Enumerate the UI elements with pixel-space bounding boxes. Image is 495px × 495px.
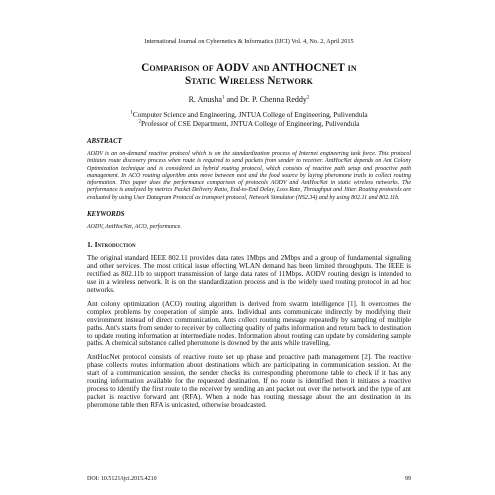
paragraph-3: AntHocNet protocol consists of reactive route set up phase and proactive path management [2]. The reactive phase collects routes information about destinations which are participating in communication session. At the start of a communication session, the sender checks its corresponding pheromone table to check if it has any routing information available for the requested destination. If no route is identified then it initiates a reactive process to identify the first route to the receiver by sending an ant packet out over the network and the type of ant packet is reactive forward ant (RFA). When a node has routing message about the ant destination in its pheromone table then RFA is unicasted, otherwise broadcasted. <box>87 353 411 409</box>
affiliation-2-text: Professor of CSE Department, JNTUA College of Engineering, Pulivendula <box>141 120 360 128</box>
page-number: 99 <box>405 476 411 482</box>
author-2: Dr. P. Chenna Reddy <box>240 95 307 104</box>
abstract-text: AODV is an on-demand reactive protocol which is on the standardization process of Internet engineering task force. This protocol initiates route discovery process when route is required to send packets from sender to receiver. AntHocNet depends on Ant Colony Optimization technique and is considered as hybrid routing protocol, which consists of reactive path setup and proactive path management. In ACO routing algorithm ants move between nest and the food source by laying pheromone trails to collect routing information. This paper does the performance comparison of protocols AODV and AntHocNet in static wireless networks. The performance is analyzed by metrics Packet Delivery Ratio, End-to-End Delay, Loss Rate, Throughput and Jitter. Routing protocols are evaluated by using User Datagram Protocol as transport protocol, Network Simulator (NS2.34) and by using 802.11 and 802.11b. <box>87 151 411 201</box>
paper-title <box>87 62 411 88</box>
section-1-heading <box>87 240 411 249</box>
author-and: and <box>224 95 240 104</box>
keywords-text: AODV, AntHocNet, ACO, performance. <box>87 224 182 231</box>
author-2-sup: 2 <box>306 95 310 101</box>
footer-doi: DOI: 10.5121/ijci.2015.4210 <box>87 476 157 482</box>
abstract-heading: ABSTRACT <box>87 138 122 145</box>
journal-header: International Journal on Cybernetics & Informatics (IJCI) Vol. 4, No. 2, April 2015 <box>144 38 354 45</box>
title-line-1: Comparison of AODV and ANTHOCNET in <box>141 62 357 74</box>
section-1-heading-text: 1. Introduction <box>87 240 136 250</box>
author-1: R. Anusha <box>188 95 222 104</box>
page-footer <box>87 476 411 483</box>
paragraph-2: Ant colony optimization (ACO) routing algorithm is derived from swarm intelligence [1]. It overcomes the complex problems by cooperation of simple ants. Individual ants communicate indirectly by modifying their environment instead of direct communication. Ants collect routing message repeatedly by sampling of multiple paths. Ant's starts from sender to receiver by collecting quality of paths information and return back to destination to update routing information at intermediate nodes. Information about routing can update by considering sample paths. A chemical substance called pheromone is downed by the ants while travelling. <box>87 299 411 348</box>
title-line-2: Static Wireless Network <box>184 75 314 87</box>
author-1-sup: 1 <box>221 95 225 101</box>
affiliation-2 <box>87 120 411 129</box>
affiliations <box>87 111 411 129</box>
keywords-heading: KEYWORDS <box>87 211 125 219</box>
affiliation-2-sup: 2 <box>138 119 142 125</box>
author-line <box>87 95 411 105</box>
paragraph-1: The original standard IEEE 802.11 provides data rates 1Mbps and 2Mbps and a group of fundamental signaling and other services. The most critical issue effecting WLAN demand has been limited throughputs. The IEEE is rectified as 802.11b to support transmission of large data rates of 11Mbps. AODV routing design is intended to use in a wireless network. It is on the standardization process and is the widely used routing protocol in ad hoc networks. <box>87 254 411 294</box>
affiliation-1-text: Computer Science and Engineering, JNTUA College of Engineering, Pulivendula <box>132 111 368 119</box>
affiliation-1-sup: 1 <box>130 110 133 116</box>
affiliation-1 <box>87 111 411 120</box>
